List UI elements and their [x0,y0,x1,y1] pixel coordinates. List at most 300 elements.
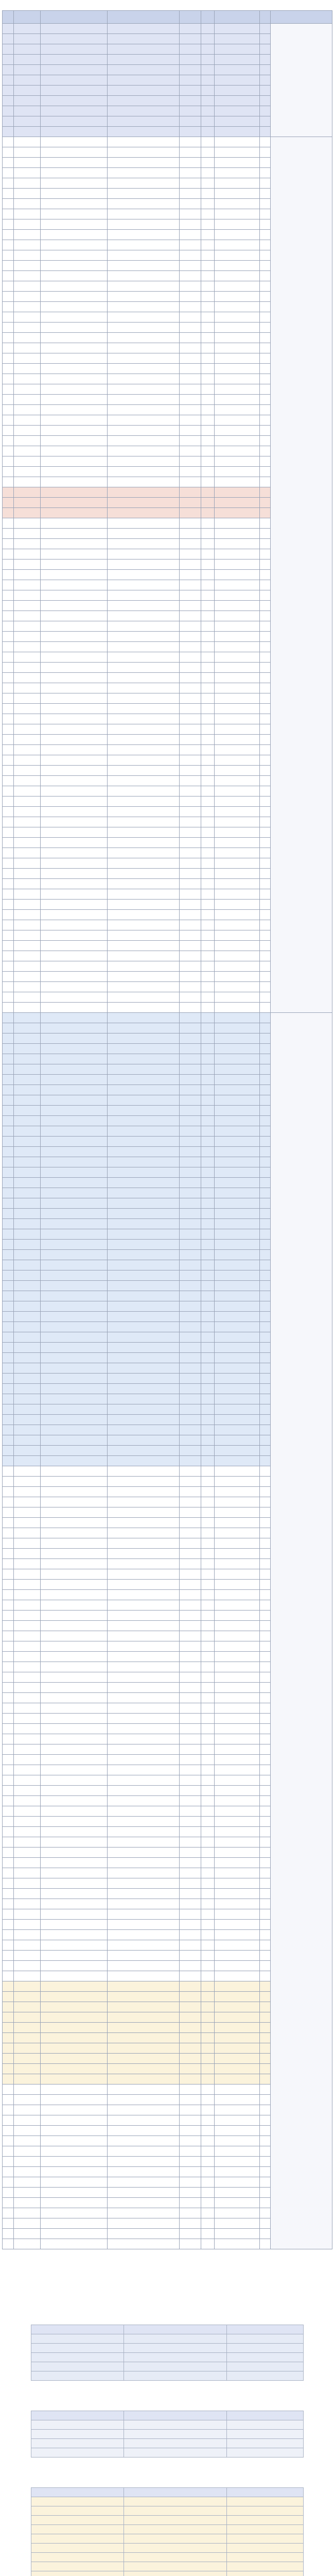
roster-cell-index [3,1672,14,1683]
roster-cell-extra [260,2115,271,2126]
roster-cell-extra [260,24,271,34]
roster-cell-index [3,1600,14,1611]
summary-table-3 [31,2487,304,2576]
roster-cell-position [215,549,260,560]
roster-cell-school [41,2064,108,2074]
roster-cell-school [41,323,108,333]
roster-cell-name [14,178,41,189]
roster-cell-name [14,1703,41,1714]
roster-cell-name [14,838,41,848]
roster-cell-count [201,1714,215,1724]
roster-cell-level [180,961,201,972]
roster-cell-position [215,1580,260,1590]
roster-cell-name [14,2043,41,2054]
roster-cell-position [215,1487,260,1497]
roster-cell-extra [260,518,271,529]
roster-cell-level [180,1549,201,1559]
roster-cell-level [180,116,201,127]
roster-cell-major [108,1353,180,1363]
roster-cell-level [180,261,201,271]
roster-cell-index [3,1033,14,1044]
roster-cell-name [14,1796,41,1806]
roster-cell-count [201,1744,215,1755]
roster-cell-major [108,96,180,106]
roster-cell-name [14,2012,41,2023]
roster-cell-level [180,137,201,147]
roster-cell-count [201,632,215,642]
roster-cell-count [201,972,215,982]
roster-cell-extra [260,261,271,271]
table-row [31,2430,304,2439]
roster-cell-name [14,1930,41,1940]
roster-cell-major [108,312,180,323]
roster-cell-major [108,1106,180,1116]
roster-cell-count [201,446,215,456]
roster-cell-index [3,1569,14,1580]
roster-cell-school [41,446,108,456]
roster-cell-school [41,2188,108,2198]
roster-cell-major [108,1137,180,1147]
roster-cell-count [201,1693,215,1703]
roster-cell-position [215,1466,260,1477]
roster-cell-school [41,1374,108,1384]
roster-cell-level [180,343,201,353]
roster-cell-name [14,1580,41,1590]
roster-cell-count [201,1951,215,1961]
roster-cell-major [108,374,180,384]
roster-cell-school [41,621,108,632]
roster-cell-school [41,941,108,951]
roster-cell-extra [260,44,271,55]
roster-cell-school [41,2074,108,2084]
roster-cell-school [41,683,108,693]
roster-cell-position [215,127,260,137]
roster-cell-position [215,1240,260,1250]
roster-cell-count [201,807,215,817]
roster-cell-level [180,673,201,683]
roster-cell-school [41,1291,108,1301]
roster-cell-count [201,2126,215,2136]
roster-cell-major [108,2064,180,2074]
roster-cell-position [215,2126,260,2136]
roster-cell-position [215,858,260,869]
roster-cell-name [14,611,41,621]
summary-header-cell [31,2411,124,2420]
roster-cell-index [3,1270,14,1281]
summary-cell [124,2571,227,2576]
roster-cell-name [14,34,41,44]
roster-cell-school [41,1435,108,1446]
roster-cell-school [41,529,108,539]
roster-cell-index [3,1157,14,1167]
roster-cell-name [14,2002,41,2012]
roster-cell-name [14,189,41,199]
summary-cell [124,2553,227,2562]
roster-cell-count [201,2167,215,2177]
roster-cell-name [14,1641,41,1652]
roster-cell-school [41,2218,108,2229]
roster-cell-major [108,621,180,632]
roster-cell-major [108,786,180,796]
roster-cell-school [41,601,108,611]
roster-cell-index [3,1683,14,1693]
roster-cell-count [201,1899,215,1909]
roster-cell-count [201,1415,215,1425]
roster-cell-count [201,405,215,415]
roster-cell-index [3,1878,14,1889]
roster-cell-level [180,1693,201,1703]
roster-cell-count [201,1765,215,1775]
roster-cell-index [3,590,14,601]
roster-cell-index [3,724,14,735]
roster-cell-level [180,580,201,590]
roster-cell-school [41,1992,108,2002]
roster-cell-name [14,1240,41,1250]
roster-cell-center [271,137,332,1013]
roster-cell-extra [260,879,271,889]
roster-cell-level [180,1909,201,1920]
roster-cell-level [180,2208,201,2218]
roster-cell-extra [260,1683,271,1693]
roster-cell-index [3,1384,14,1394]
roster-cell-level [180,1714,201,1724]
roster-cell-count [201,2146,215,2157]
roster-cell-name [14,1126,41,1137]
roster-cell-index [3,1240,14,1250]
roster-cell-level [180,230,201,240]
roster-cell-name [14,343,41,353]
roster-cell-position [215,1332,260,1343]
roster-cell-school [41,178,108,189]
roster-cell-school [41,1198,108,1209]
roster-cell-school [41,508,108,518]
roster-cell-major [108,446,180,456]
roster-cell-level [180,1796,201,1806]
roster-cell-position [215,776,260,786]
roster-cell-position [215,1714,260,1724]
roster-cell-name [14,1507,41,1518]
roster-cell-major [108,292,180,302]
table-row [31,2371,304,2381]
roster-cell-position [215,1827,260,1837]
roster-cell-major [108,1611,180,1621]
roster-cell-name [14,982,41,992]
roster-cell-position [215,1023,260,1033]
roster-cell-position [215,2023,260,2033]
roster-cell-index [3,1394,14,1404]
roster-cell-school [41,1528,108,1538]
roster-cell-position [215,302,260,312]
roster-cell-school [41,652,108,663]
roster-cell-level [180,1446,201,1456]
roster-cell-position [215,632,260,642]
roster-cell-major [108,724,180,735]
roster-cell-index [3,693,14,704]
roster-cell-school [41,539,108,549]
roster-cell-level [180,1940,201,1951]
roster-cell-major [108,2105,180,2115]
roster-cell-major [108,2115,180,2126]
roster-cell-school [41,1178,108,1188]
roster-cell-extra [260,2002,271,2012]
roster-cell-position [215,1858,260,1868]
roster-cell-major [108,1085,180,1095]
roster-cell-name [14,745,41,755]
roster-cell-school [41,374,108,384]
roster-cell-count [201,1281,215,1291]
roster-cell-major [108,1240,180,1250]
summary-caption-1 [31,2315,303,2325]
roster-cell-level [180,2043,201,2054]
roster-cell-name [14,271,41,281]
roster-cell-major [108,1600,180,1611]
roster-cell-count [201,1178,215,1188]
roster-cell-name [14,219,41,230]
roster-cell-index [3,2012,14,2023]
roster-cell-major [108,1332,180,1343]
roster-cell-name [14,1744,41,1755]
roster-cell-major [108,982,180,992]
roster-cell-count [201,1796,215,1806]
roster-cell-major [108,1765,180,1775]
roster-cell-level [180,2157,201,2167]
roster-cell-level [180,1621,201,1631]
roster-cell-name [14,1085,41,1095]
roster-cell-position [215,189,260,199]
roster-cell-name [14,1394,41,1404]
roster-cell-position [215,1734,260,1744]
roster-cell-index [3,1075,14,1085]
roster-cell-count [201,1868,215,1878]
roster-cell-name [14,1353,41,1363]
roster-cell-count [201,1621,215,1631]
roster-cell-school [41,693,108,704]
roster-cell-level [180,652,201,663]
roster-cell-count [201,1075,215,1085]
roster-cell-level [180,1137,201,1147]
roster-cell-name [14,2239,41,2249]
roster-cell-count [201,1600,215,1611]
roster-cell-extra [260,1703,271,1714]
roster-cell-extra [260,1116,271,1126]
roster-cell-name [14,487,41,498]
roster-cell-index [3,858,14,869]
roster-cell-name [14,1487,41,1497]
summary-cell [124,2420,227,2430]
roster-cell-count [201,1343,215,1353]
roster-cell-name [14,1724,41,1734]
roster-cell-extra [260,2074,271,2084]
roster-cell-extra [260,1240,271,1250]
roster-cell-extra [260,807,271,817]
roster-cell-count [201,1322,215,1332]
roster-cell-count [201,920,215,930]
roster-cell-extra [260,1775,271,1786]
roster-cell-level [180,1961,201,1971]
roster-cell-level [180,2146,201,2157]
roster-cell-level [180,436,201,446]
roster-cell-extra [260,1878,271,1889]
roster-cell-count [201,2012,215,2023]
roster-cell-name [14,65,41,75]
roster-cell-index [3,2023,14,2033]
roster-cell-index [3,1456,14,1466]
roster-cell-major [108,1126,180,1137]
roster-cell-position [215,1940,260,1951]
roster-cell-index [3,2074,14,2084]
roster-cell-name [14,1889,41,1899]
summary-cell [227,2430,304,2439]
roster-cell-school [41,1229,108,1240]
summary-cell [227,2553,304,2562]
roster-cell-index [3,1281,14,1291]
roster-cell-count [201,415,215,426]
roster-cell-index [3,776,14,786]
roster-cell-major [108,663,180,673]
roster-cell-count [201,663,215,673]
roster-cell-level [180,1085,201,1095]
roster-cell-level [180,1951,201,1961]
roster-cell-school [41,1786,108,1796]
roster-cell-name [14,1858,41,1868]
roster-cell-school [41,1889,108,1899]
roster-cell-position [215,1353,260,1363]
roster-cell-position [215,673,260,683]
roster-cell-extra [260,755,271,766]
roster-cell-position [215,848,260,858]
roster-cell-school [41,1775,108,1786]
roster-cell-count [201,271,215,281]
roster-cell-extra [260,1961,271,1971]
roster-cell-major [108,477,180,487]
roster-cell-count [201,1734,215,1744]
roster-cell-position [215,745,260,755]
summary-cell [31,2371,124,2381]
roster-cell-name [14,1961,41,1971]
roster-cell-index [3,704,14,714]
roster-cell-index [3,1260,14,1270]
roster-cell-school [41,1003,108,1013]
roster-cell-school [41,889,108,900]
roster-cell-major [108,1301,180,1312]
roster-cell-name [14,900,41,910]
roster-cell-school [41,1652,108,1662]
roster-cell-count [201,1518,215,1528]
roster-cell-level [180,1312,201,1322]
roster-cell-count [201,199,215,209]
roster-cell-index [3,652,14,663]
roster-cell-position [215,2218,260,2229]
roster-cell-count [201,312,215,323]
roster-cell-level [180,1281,201,1291]
roster-cell-major [108,1394,180,1404]
roster-cell-major [108,961,180,972]
roster-cell-level [180,1786,201,1796]
roster-cell-name [14,1219,41,1229]
roster-cell-major [108,2126,180,2136]
roster-cell-index [3,168,14,178]
roster-cell-school [41,1621,108,1631]
roster-cell-school [41,1641,108,1652]
roster-cell-level [180,2136,201,2146]
roster-cell-level [180,1013,201,1023]
roster-cell-position [215,601,260,611]
roster-cell-extra [260,364,271,374]
roster-cell-name [14,1095,41,1106]
roster-cell-count [201,1538,215,1549]
roster-cell-name [14,2167,41,2177]
roster-cell-name [14,1971,41,1981]
roster-cell-name [14,1188,41,1198]
roster-cell-count [201,487,215,498]
roster-cell-level [180,879,201,889]
roster-cell-name [14,1683,41,1693]
roster-cell-index [3,796,14,807]
roster-cell-level [180,1075,201,1085]
roster-cell-index [3,1858,14,1868]
roster-cell-major [108,261,180,271]
summary-cell [227,2353,304,2362]
roster-cell-extra [260,1466,271,1477]
roster-cell-name [14,1270,41,1281]
roster-cell-index [3,96,14,106]
roster-cell-position [215,1889,260,1899]
roster-cell-school [41,807,108,817]
roster-cell-school [41,549,108,560]
roster-cell-index [3,323,14,333]
roster-cell-position [215,1786,260,1796]
roster-cell-index [3,2198,14,2208]
roster-cell-extra [260,2012,271,2023]
roster-cell-level [180,807,201,817]
roster-cell-position [215,34,260,44]
roster-cell-name [14,261,41,271]
roster-cell-count [201,1724,215,1734]
roster-cell-school [41,1940,108,1951]
roster-cell-position [215,395,260,405]
roster-cell-position [215,1415,260,1425]
roster-cell-count [201,869,215,879]
roster-cell-count [201,1229,215,1240]
roster-cell-extra [260,2208,271,2218]
roster-cell-extra [260,456,271,467]
roster-cell-major [108,2136,180,2146]
roster-cell-count [201,1507,215,1518]
roster-cell-position [215,590,260,601]
roster-cell-count [201,2023,215,2033]
roster-cell-extra [260,353,271,364]
roster-cell-school [41,776,108,786]
roster-cell-position [215,2033,260,2043]
roster-cell-name [14,1981,41,1992]
roster-cell-position [215,1425,260,1435]
roster-cell-count [201,1703,215,1714]
roster-cell-count [201,1353,215,1363]
roster-cell-extra [260,972,271,982]
roster-cell-school [41,498,108,508]
roster-cell-count [201,580,215,590]
roster-cell-name [14,1064,41,1075]
roster-cell-major [108,1940,180,1951]
roster-cell-major [108,1538,180,1549]
roster-cell-major [108,415,180,426]
roster-cell-count [201,1786,215,1796]
roster-cell-index [3,1755,14,1765]
roster-cell-level [180,1878,201,1889]
roster-cell-position [215,869,260,879]
roster-cell-position [215,1672,260,1683]
roster-cell-index [3,302,14,312]
